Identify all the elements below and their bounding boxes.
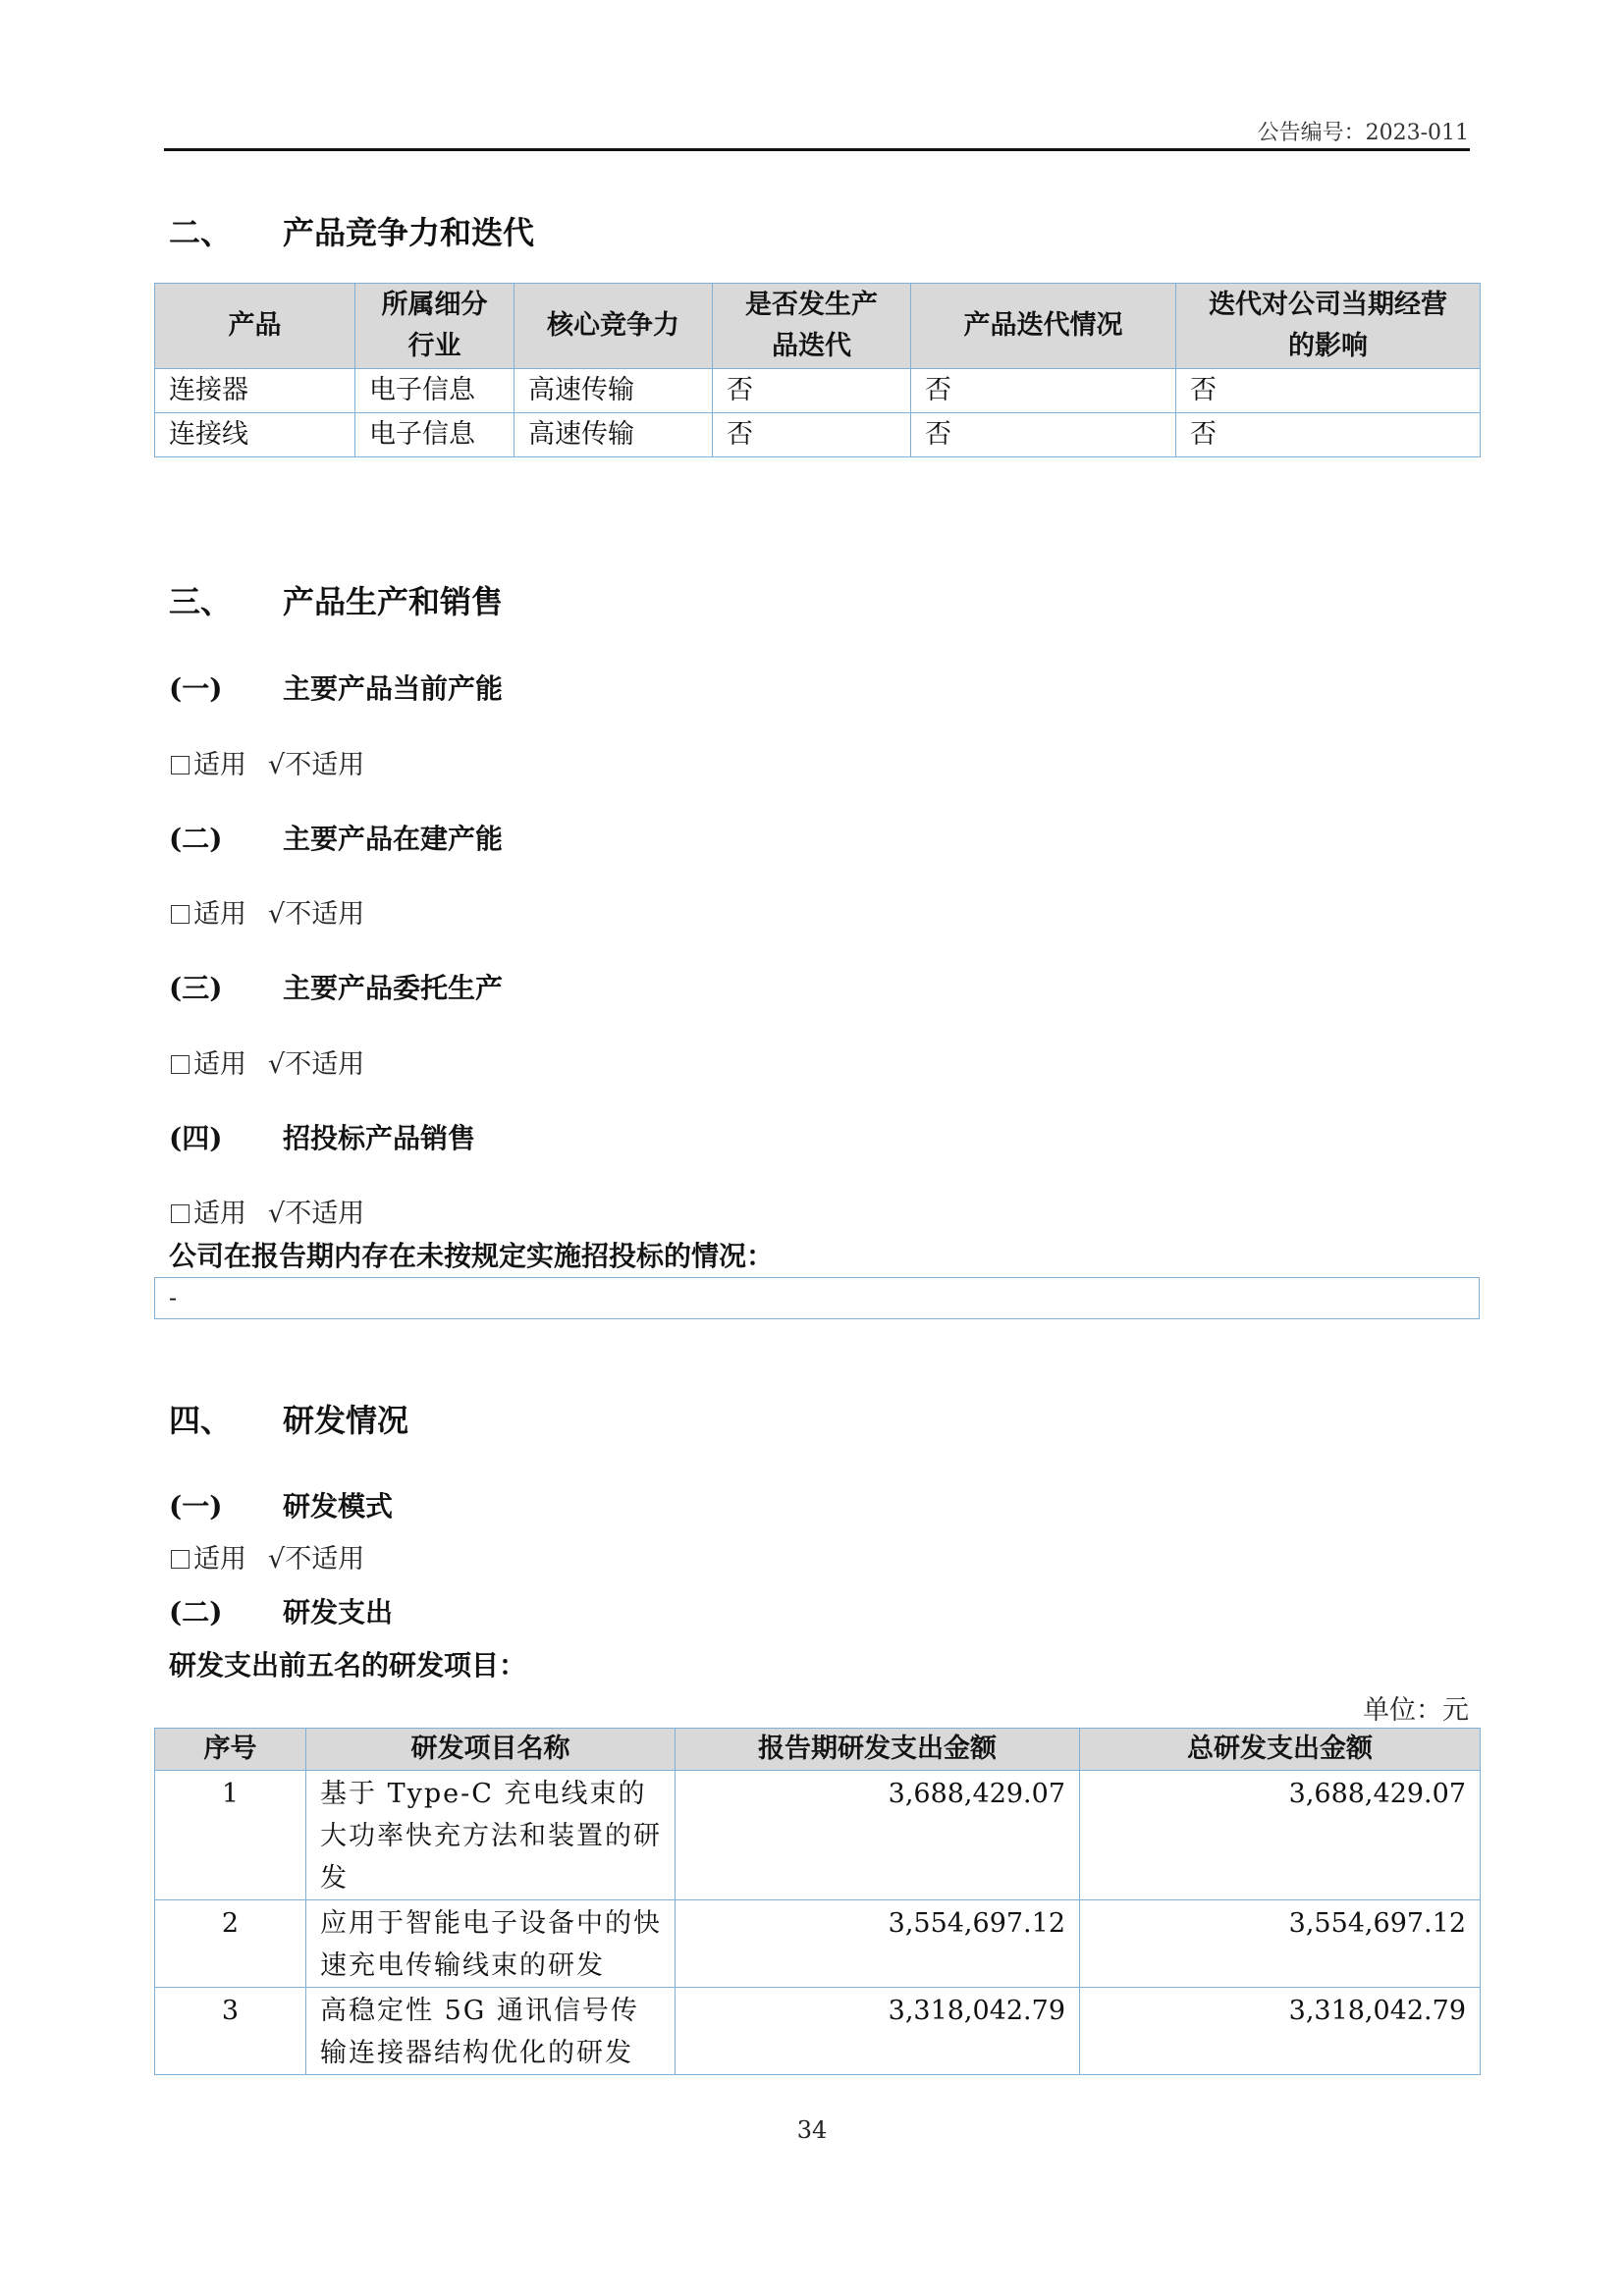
subsection-title: 主要产品在建产能 [283, 823, 504, 855]
table-row [155, 1988, 1481, 2075]
table-cell: 连接器 [155, 369, 355, 413]
subsection-number: (一) [169, 672, 223, 705]
subsection-4-2-heading [169, 1591, 393, 1630]
subsection-number: (四) [169, 1122, 223, 1154]
subsection-4-1-heading [169, 1485, 393, 1524]
table-cell: 否 [911, 413, 1176, 457]
table-cell: 应用于智能电子设备中的快速充电传输线束的研发 [306, 1900, 676, 1988]
section-3-title: 产品生产和销售 [283, 583, 504, 620]
table-cell: 电子信息 [355, 413, 514, 457]
rd-projects-table [154, 1728, 1481, 2075]
table-cell: 3,554,697.12 [1080, 1900, 1481, 1988]
subsection-number: (一) [169, 1490, 223, 1522]
table-header-cell: 总研发支出金额 [1080, 1729, 1481, 1771]
table-header-cell: 序号 [155, 1729, 306, 1771]
table-cell: 3,688,429.07 [676, 1771, 1080, 1900]
top5-title: 研发支出前五名的研发项目： [169, 1649, 527, 1682]
table-row [155, 1771, 1481, 1900]
applicability-line [171, 892, 364, 931]
page-number: 34 [796, 2116, 828, 2144]
table-cell: 电子信息 [355, 369, 514, 413]
unchecked-box-icon [171, 1204, 189, 1223]
section-3-heading [169, 577, 503, 622]
table-cell: 3 [155, 1988, 306, 2075]
product-competitiveness-table [154, 283, 1481, 457]
unchecked-box-icon [171, 1550, 189, 1569]
table-cell: 否 [1176, 413, 1481, 457]
table-header-cell: 所属细分行业 [355, 284, 514, 369]
table-cell: 否 [911, 369, 1176, 413]
announcement-number: 公告编号：2023-011 [1257, 121, 1469, 145]
table-cell: 高稳定性 5G 通讯信号传输连接器结构优化的研发 [306, 1988, 676, 2075]
table-header-cell: 核心竞争力 [514, 284, 713, 369]
subsection-3-3-heading [169, 967, 503, 1006]
applicable-label: 适用 [193, 899, 246, 930]
applicability-line [171, 743, 364, 781]
subsection-number: (二) [169, 1596, 223, 1629]
section-4-heading [169, 1396, 408, 1441]
table-cell: 3,554,697.12 [676, 1900, 1080, 1988]
subsection-number: (三) [169, 972, 223, 1004]
subsection-3-4-heading [169, 1117, 475, 1156]
unit-label: 单位：元 [1363, 1695, 1469, 1726]
not-applicable-label: √不适用 [268, 899, 365, 930]
table-header-cell: 报告期研发支出金额 [676, 1729, 1080, 1771]
applicability-line [171, 1537, 364, 1575]
subsection-title: 研发支出 [283, 1596, 394, 1629]
applicability-line [171, 1192, 364, 1230]
subsection-title: 主要产品委托生产 [283, 972, 504, 1004]
applicable-label: 适用 [193, 1199, 246, 1229]
applicability-line [171, 1042, 364, 1081]
section-3-number: 三、 [169, 583, 233, 620]
unchecked-box-icon [171, 905, 189, 924]
table-cell: 否 [713, 369, 911, 413]
header-rule [164, 148, 1470, 151]
section-4-title: 研发情况 [283, 1402, 409, 1439]
table-cell: 2 [155, 1900, 306, 1988]
bidding-value-box: - [154, 1277, 1480, 1319]
subsection-title: 研发模式 [283, 1490, 394, 1522]
subsection-title: 主要产品当前产能 [283, 672, 504, 705]
applicable-label: 适用 [193, 1049, 246, 1080]
unchecked-box-icon [171, 756, 189, 774]
section-2-heading [169, 208, 534, 253]
not-applicable-label: √不适用 [268, 1544, 365, 1575]
applicable-label: 适用 [193, 1544, 246, 1575]
subsection-3-1-heading [169, 667, 503, 707]
section-2-title: 产品竞争力和迭代 [283, 214, 535, 251]
subsection-number: (二) [169, 823, 223, 855]
table-header-cell: 产品迭代情况 [911, 284, 1176, 369]
applicable-label: 适用 [193, 750, 246, 780]
table-cell: 连接线 [155, 413, 355, 457]
not-applicable-label: √不适用 [268, 750, 365, 780]
table-row [155, 1900, 1481, 1988]
table-cell: 否 [1176, 369, 1481, 413]
subsection-3-2-heading [169, 818, 503, 857]
table-cell: 基于 Type-C 充电线束的大功率快充方法和装置的研发 [306, 1771, 676, 1900]
table-cell: 3,318,042.79 [1080, 1988, 1481, 2075]
bidding-note: 公司在报告期内存在未按规定实施招投标的情况： [169, 1240, 775, 1272]
table-cell: 3,688,429.07 [1080, 1771, 1481, 1900]
table-cell: 1 [155, 1771, 306, 1900]
table-row [155, 369, 1481, 413]
table-cell: 高速传输 [514, 413, 713, 457]
table-header-cell: 研发项目名称 [306, 1729, 676, 1771]
not-applicable-label: √不适用 [268, 1199, 365, 1229]
table-header-cell: 产品 [155, 284, 355, 369]
table-header-row [155, 284, 1481, 369]
not-applicable-label: √不适用 [268, 1049, 365, 1080]
section-4-number: 四、 [169, 1402, 233, 1439]
unchecked-box-icon [171, 1055, 189, 1074]
table-header-cell: 迭代对公司当期经营的影响 [1176, 284, 1481, 369]
subsection-title: 招投标产品销售 [283, 1122, 476, 1154]
section-2-number: 二、 [169, 214, 233, 251]
table-header-cell: 是否发生产品迭代 [713, 284, 911, 369]
table-cell: 否 [713, 413, 911, 457]
table-row [155, 413, 1481, 457]
table-cell: 3,318,042.79 [676, 1988, 1080, 2075]
table-header-row [155, 1729, 1481, 1771]
table-cell: 高速传输 [514, 369, 713, 413]
